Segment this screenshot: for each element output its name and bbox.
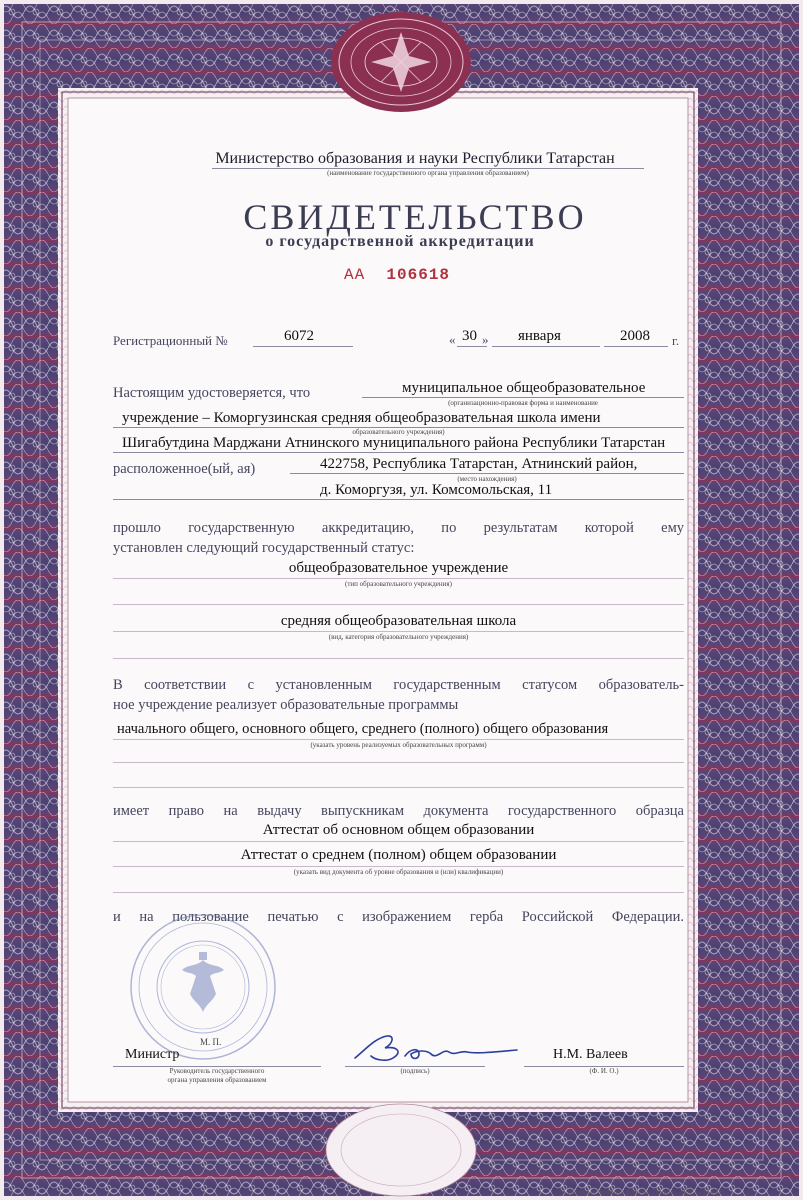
org-line1-rule	[362, 397, 684, 398]
address-line1: 422758, Республика Татарстан, Атнинский район,	[320, 456, 638, 472]
name-caption: (Ф. И. О.)	[589, 1067, 619, 1075]
doc-rule-3	[113, 892, 684, 893]
address-caption: (место нахождения)	[457, 475, 517, 483]
type-caption: (тип образовательного учреждения)	[345, 580, 452, 588]
day-open-quote: «	[449, 332, 456, 347]
doc2-rule	[113, 866, 684, 867]
ministry-caption: (наименование государственного органа управления образованием)	[327, 169, 529, 177]
institution-kind: средняя общеобразовательная школа	[280, 613, 517, 629]
serial-series: АА	[344, 266, 366, 284]
position-caption-1: Руководитель государственного	[169, 1067, 265, 1075]
address-line2-rule	[113, 499, 684, 500]
kind-rule	[113, 631, 684, 632]
institution-type: общеобразовательное учреждение	[288, 560, 509, 576]
org-caption-1: (организационно-правовая форма и наименование	[448, 399, 598, 407]
document-subtitle: о государственной аккредитации	[265, 233, 535, 250]
programs-text-line2: ное учреждение реализует образовательные программы	[113, 697, 459, 713]
seal-statement: и на пользование печатью с изображением герба Российской Федерации.	[113, 909, 684, 925]
status-text-line2: установлен следующий государственный статус:	[113, 540, 415, 556]
type-rule	[113, 578, 684, 579]
location-label: расположенное(ый, ая)	[113, 461, 256, 477]
org-name-line3: Шигабутдина Марджани Атнинского муниципального района Республики Татарстан	[122, 435, 666, 451]
status-text-line1: прошло государственную аккредитацию, по результатам которой ему	[113, 520, 684, 536]
org-name-line2: учреждение – Коморгузинская средняя общеобразовательная школа имени	[122, 410, 601, 426]
program-levels: начального общего, основного общего, среднего (полного) общего образования	[117, 721, 609, 737]
programs-text-line1: В соответствии с установленным государственным статусом образователь-	[113, 677, 684, 693]
year-suffix: г.	[672, 333, 680, 348]
kind-caption: (вид, категория образовательного учреждения)	[328, 633, 469, 641]
programs-caption: (указать уровень реализуемых образовательных программ)	[310, 741, 487, 749]
handwritten-signature	[345, 1030, 525, 1070]
signatory-name: Н.М. Валеев	[553, 1047, 628, 1062]
serial-digits: 106618	[386, 266, 451, 284]
registration-label: Регистрационный №	[113, 333, 228, 348]
certify-intro: Настоящим удостоверяется, что	[113, 385, 311, 401]
printer-imprint: © Пермская печатная фабрика Гознака. 2001.— 174300	[560, 1188, 725, 1196]
registration-number-line	[253, 346, 353, 347]
year-line	[604, 346, 668, 347]
documents-caption: (указать вид документа об уровне образования и (или) квалификации)	[293, 868, 504, 876]
documents-text: имеет право на выдачу выпускникам документа государственного образца	[113, 803, 684, 819]
registration-day: 30	[462, 328, 477, 344]
doc1-rule	[113, 841, 684, 842]
programs-rule	[113, 739, 684, 740]
registration-year: 2008	[620, 328, 650, 344]
ministry-name: Министерство образования и науки Республики Татарстан	[215, 150, 615, 167]
address-line1-rule	[290, 473, 684, 474]
day-close-quote: »	[482, 332, 489, 347]
org-name-line1: муниципальное общеобразовательное	[402, 380, 646, 396]
document-1: Аттестат об основном общем образовании	[262, 822, 535, 838]
programs-rule-3	[113, 787, 684, 788]
serial-number	[344, 266, 504, 284]
signature-caption: (подпись)	[400, 1067, 430, 1075]
day-line	[457, 346, 487, 347]
position-caption-2: органа управления образованием	[167, 1076, 267, 1084]
address-line2: д. Коморгузя, ул. Комсомольская, 11	[320, 482, 553, 498]
document-2: Аттестат о среднем (полном) общем образовании	[240, 847, 557, 863]
signatory-position: Министр	[125, 1047, 180, 1062]
registration-number: 6072	[284, 328, 314, 344]
org-caption-2: образовательного учреждения)	[352, 428, 445, 436]
stamp-mark: М. П.	[200, 1037, 222, 1047]
org-line3-rule	[113, 452, 684, 453]
document-title: СВИДЕТЕЛЬСТВО	[243, 197, 587, 237]
kind-rule-2	[113, 658, 684, 659]
registration-month: января	[518, 328, 561, 344]
type-rule-2	[113, 604, 684, 605]
programs-rule-2	[113, 762, 684, 763]
month-line	[492, 346, 600, 347]
